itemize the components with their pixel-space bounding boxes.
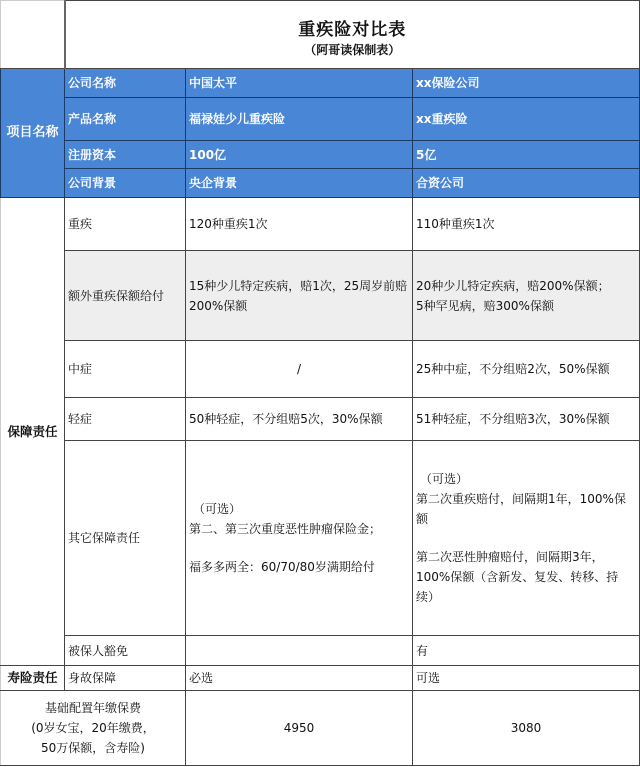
row-label: 公司名称 — [65, 69, 186, 98]
row-label: 身故保障 — [65, 666, 186, 691]
table-row — [1, 341, 640, 398]
table-row — [1, 251, 640, 341]
table-row — [1, 69, 640, 98]
cell-b-line2: 第二次恶性肿瘤赔付，间隔期3年，100%保额（含新发、复发、转移、持续） — [416, 550, 619, 604]
row-label: 被保人豁免 — [65, 636, 186, 666]
cell-a: 15种少儿特定疾病，赔1次，25周岁前赔200%保额 — [186, 251, 413, 341]
premium-b: 3080 — [413, 691, 640, 766]
cell-b-line1: 第二次重疾赔付，间隔期1年，100%保额 — [416, 492, 626, 526]
table-row — [1, 398, 640, 441]
table-row — [1, 636, 640, 666]
group-label-coverage: 保障责任 — [1, 198, 65, 666]
cell-b — [413, 251, 640, 341]
title-row — [1, 1, 640, 69]
cell-b: 25种中症，不分组赔2次，50%保额 — [413, 341, 640, 398]
cell-b: 5亿 — [413, 141, 640, 169]
row-label: 重疾 — [65, 198, 186, 251]
table-title — [65, 1, 640, 69]
optional-tag: （可选） — [420, 472, 469, 486]
cell-b: 110种重疾1次 — [413, 198, 640, 251]
spacer — [416, 529, 636, 547]
cell-b: 可选 — [413, 666, 640, 691]
cell-a — [186, 441, 413, 636]
optional-tag: （可选） — [193, 502, 242, 516]
cell-a-line1: 第二、第三次重度恶性肿瘤保险金； — [189, 522, 382, 536]
cell-a: 中国太平 — [186, 69, 413, 98]
title-main: 重疾险对比表 — [298, 19, 407, 40]
cell-a: 央企背景 — [186, 169, 413, 198]
row-label: 轻症 — [65, 398, 186, 441]
spacer — [189, 539, 409, 557]
cell-b: 合资公司 — [413, 169, 640, 198]
row-label: 其它保障责任 — [65, 441, 186, 636]
cell-b — [413, 441, 640, 636]
corner-cell — [1, 1, 65, 69]
cell-a: / — [186, 341, 413, 398]
cell-a: 福禄娃少儿重疾险 — [186, 98, 413, 141]
table-row — [1, 98, 640, 141]
cell-a: 必选 — [186, 666, 413, 691]
premium-label-line3: 50万保额，含寿险) — [41, 741, 145, 755]
cell-b: 51种轻症，不分组赔3次，30%保额 — [413, 398, 640, 441]
cell-b: xx保险公司 — [413, 69, 640, 98]
table-row — [1, 198, 640, 251]
row-label: 额外重疾保额给付 — [65, 251, 186, 341]
title-sub: （阿哥读保制表） — [304, 42, 401, 57]
cell-b: xx重疾险 — [413, 98, 640, 141]
table-row — [1, 169, 640, 198]
cell-a: 100亿 — [186, 141, 413, 169]
premium-label — [1, 691, 186, 766]
row-label: 产品名称 — [65, 98, 186, 141]
table-row — [1, 666, 640, 691]
cell-a-line2: 福多多两全：60/70/80岁满期给付 — [189, 560, 375, 574]
table-row — [1, 141, 640, 169]
premium-row — [1, 691, 640, 766]
cell-a: 50种轻症，不分组赔5次，30%保额 — [186, 398, 413, 441]
row-label: 公司背景 — [65, 169, 186, 198]
cell-b-line1: 20种少儿特定疾病，赔200%保额； — [416, 278, 610, 293]
row-label: 中症 — [65, 341, 186, 398]
premium-label-line2: (0岁女宝，20年缴费， — [31, 721, 155, 735]
cell-b: 有 — [413, 636, 640, 666]
group-label-project: 项目名称 — [1, 69, 65, 198]
cell-b-line2: 5种罕见病，赔300%保额 — [416, 298, 554, 313]
cell-a — [186, 636, 413, 666]
premium-label-line1: 基础配置年缴保费 — [44, 701, 141, 715]
cell-a: 120种重疾1次 — [186, 198, 413, 251]
premium-a: 4950 — [186, 691, 413, 766]
group-label-life: 寿险责任 — [1, 666, 65, 691]
row-label: 注册资本 — [65, 141, 186, 169]
table-row — [1, 441, 640, 636]
